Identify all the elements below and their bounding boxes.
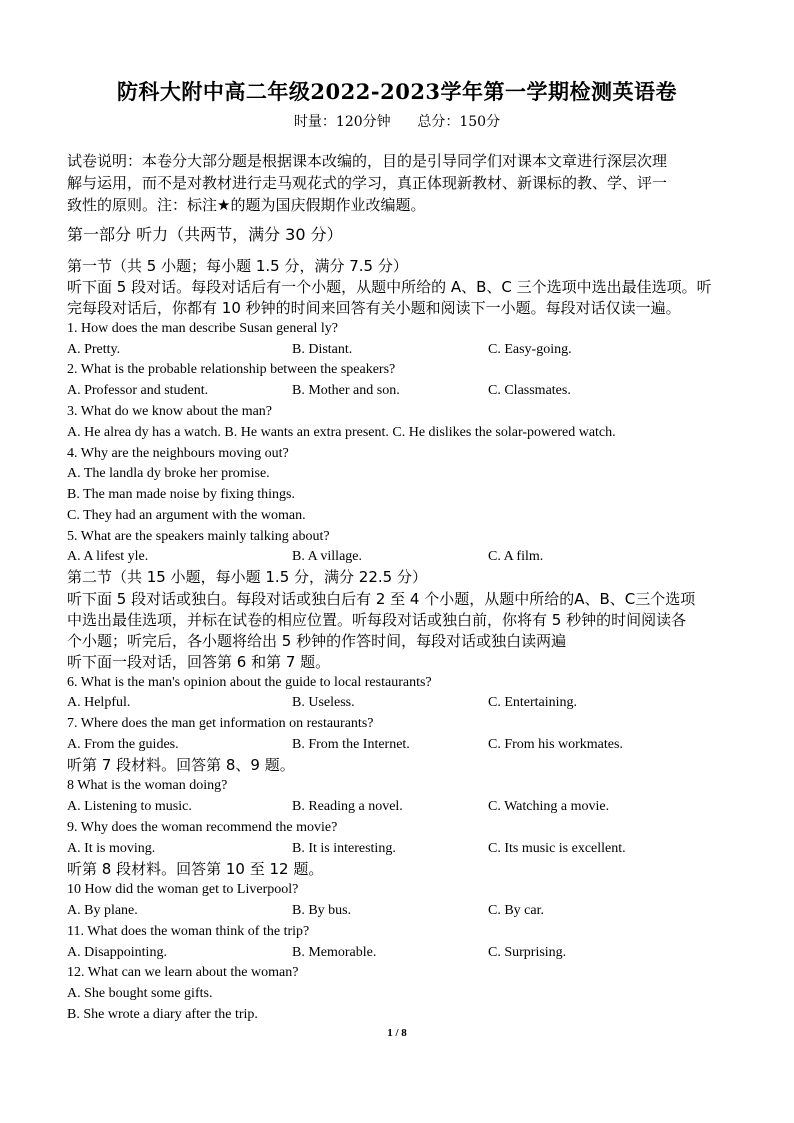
- q5-option-a: A. A lifest yle.: [67, 549, 149, 564]
- q8-option-c: C. Watching a movie.: [488, 799, 610, 814]
- q2-stem: 2. What is the probable relationship between the speakers?: [67, 362, 396, 377]
- section1-instruction: 完每段对话后，你都有 10 秒钟的时间来回答有关小题和阅读下一小题。每段对话仅读一遍。: [67, 299, 681, 317]
- q10-stem: 10 How did the woman get to Liverpool?: [67, 882, 299, 897]
- q12-option-b: B. She wrote a diary after the trip.: [67, 1007, 258, 1022]
- section2-instruction: 个小题；听完后，各小题将给出 5 秒钟的作答时间，每段对话或独白读两遍: [67, 632, 567, 650]
- q9-option-b: B. It is interesting.: [292, 841, 396, 856]
- q9-option-c: C. Its music is excellent.: [488, 841, 626, 856]
- listening-cue: 听第 8 段材料。回答第 10 至 12 题。: [67, 860, 324, 878]
- q3-stem: 3. What do we know about the man?: [67, 404, 273, 419]
- q10-option-c: C. By car.: [488, 903, 544, 918]
- section1-instruction: 听下面 5 段对话。每段对话后有一个小题，从题中所给的 A、B、C 三个选项中选出最佳选项。听: [67, 278, 712, 296]
- exam-subtitle: 时量：120分钟 总分：150分: [293, 114, 501, 130]
- q10-option-a: A. By plane.: [67, 903, 138, 918]
- q4-stem: 4. Why are the neighbours moving out?: [67, 446, 289, 461]
- intro-line: 解与运用，而不是对教材进行走马观花式的学习，真正体现新教材、新课标的教、学、评一: [67, 174, 668, 192]
- q7-option-c: C. From his workmates.: [488, 737, 623, 752]
- q6-stem: 6. What is the man's opinion about the guide to local restaurants?: [67, 675, 432, 690]
- q5-stem: 5. What are the speakers mainly talking about?: [67, 529, 330, 544]
- listening-cue: 听下面一段对话，回答第 6 和第 7 题。: [67, 653, 331, 671]
- q2-option-c: C. Classmates.: [488, 383, 571, 398]
- q2-option-b: B. Mother and son.: [292, 383, 400, 398]
- exam-title: 防科大附中高二年级2022-2023学年第一学期检测英语卷: [116, 79, 678, 104]
- q9-option-a: A. It is moving.: [67, 841, 156, 856]
- section2-instruction: 听下面 5 段对话或独白。每段对话或独白后有 2 至 4 个小题，从题中所给的A、B、C三个选项: [67, 590, 696, 608]
- q6-option-c: C. Entertaining.: [488, 695, 578, 710]
- section1-heading: 第一节（共 5 小题；每小题 1.5 分，满分 7.5 分）: [67, 257, 408, 275]
- q4-option-a: A. The landla dy broke her promise.: [67, 466, 270, 481]
- q7-option-a: A. From the guides.: [67, 737, 179, 752]
- section2-instruction: 中选出最佳选项，并标在试卷的相应位置。听每段对话或独白前，你将有 5 秒钟的时间阅读各: [67, 611, 687, 629]
- q12-option-a: A. She bought some gifts.: [67, 986, 213, 1001]
- q7-option-b: B. From the Internet.: [292, 737, 410, 752]
- q2-option-a: A. Professor and student.: [67, 383, 209, 398]
- q3-options: A. He alrea dy has a watch. B. He wants an extra present. C. He dislikes the solar-powered watch.: [67, 425, 616, 440]
- q8-stem: 8 What is the woman doing?: [67, 778, 228, 793]
- q11-stem: 11. What does the woman think of the trip?: [67, 924, 310, 939]
- q1-stem: 1. How does the man describe Susan general ly?: [67, 321, 338, 336]
- q4-option-c: C. They had an argument with the woman.: [67, 508, 306, 523]
- q11-option-a: A. Disappointing.: [67, 945, 167, 960]
- listening-cue: 听第 7 段材料。回答第 8、9 题。: [67, 756, 295, 774]
- intro-line: 试卷说明：本卷分大部分题是根据课本改编的，目的是引导同学们对课本文章进行深层次理: [67, 152, 668, 170]
- q10-option-b: B. By bus.: [292, 903, 352, 918]
- part1-heading: 第一部分 听力（共两节，满分 30 分）: [67, 225, 343, 244]
- q12-stem: 12. What can we learn about the woman?: [67, 965, 299, 980]
- q6-option-a: A. Helpful.: [67, 695, 131, 710]
- q8-option-a: A. Listening to music.: [67, 799, 192, 814]
- q1-option-c: C. Easy-going.: [488, 342, 572, 357]
- q5-option-b: B. A village.: [292, 549, 362, 564]
- q6-option-b: B. Useless.: [292, 695, 355, 710]
- page-number: 1 / 8: [387, 1027, 407, 1039]
- q5-option-c: C. A film.: [488, 549, 544, 564]
- q9-stem: 9. Why does the woman recommend the movie?: [67, 820, 338, 835]
- q11-option-c: C. Surprising.: [488, 945, 567, 960]
- q1-option-a: A. Pretty.: [67, 342, 121, 357]
- intro-line: 致性的原则。注：标注★的题为国庆假期作业改编题。: [67, 196, 426, 214]
- section2-heading: 第二节（共 15 小题，每小题 1.5 分，满分 22.5 分）: [67, 568, 427, 586]
- q4-option-b: B. The man made noise by fixing things.: [67, 487, 295, 502]
- q1-option-b: B. Distant.: [292, 342, 353, 357]
- q11-option-b: B. Memorable.: [292, 945, 377, 960]
- q7-stem: 7. Where does the man get information on restaurants?: [67, 716, 374, 731]
- q8-option-b: B. Reading a novel.: [292, 799, 403, 814]
